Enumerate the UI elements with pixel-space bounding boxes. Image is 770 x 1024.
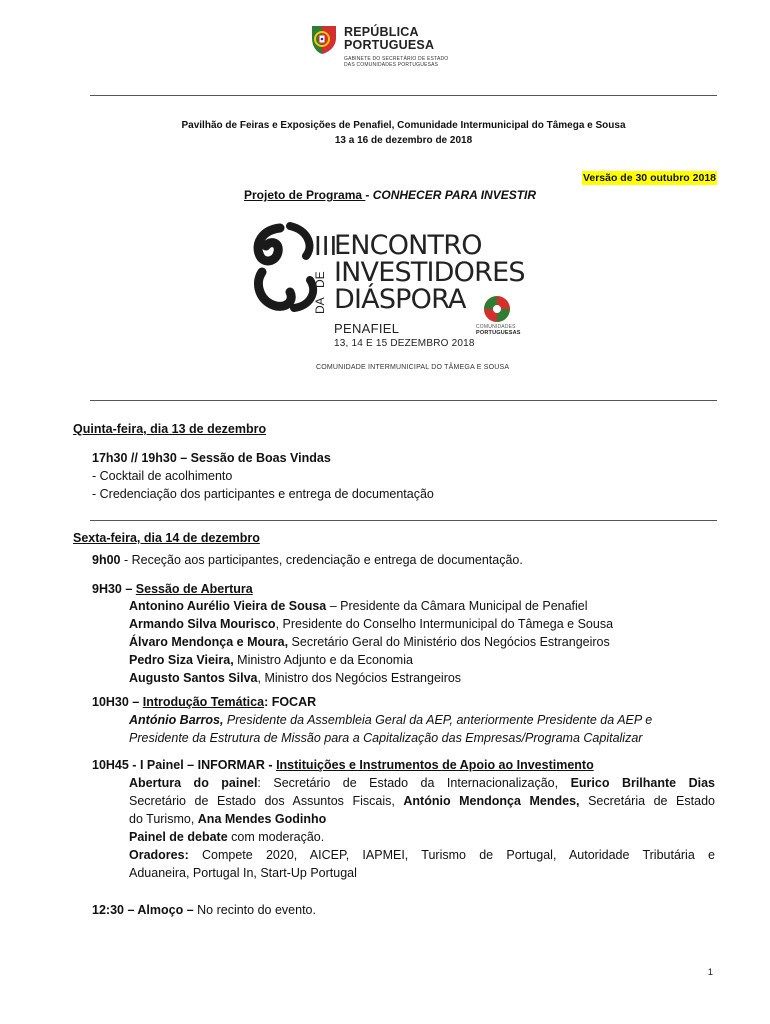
opening-time: 9H30 – (92, 582, 136, 596)
gov-title: REPÚBLICA PORTUGUESA (344, 25, 435, 52)
badge-line-2: PORTUGUESAS (476, 330, 521, 336)
intro-speaker: António Barros, (129, 713, 224, 727)
event-logo (250, 222, 530, 382)
edition-numeral: III (314, 230, 338, 261)
intro-topic: : FOCAR (264, 695, 317, 709)
intro-time: 10H30 – (92, 695, 143, 709)
panel-title: Instituições e Instrumentos de Apoio ao Investimento (276, 758, 594, 772)
page-number: 1 (707, 967, 713, 978)
day-divider (90, 520, 717, 521)
intro-role-1: Presidente da Assembleia Geral da AEP, anteriormente Presidente da AEP e (223, 713, 653, 727)
reception-text: - Receção aos participantes, credenciação e entrega de documentação. (120, 553, 523, 567)
reception-time: 9h00 (92, 553, 121, 567)
debate-text: com moderação. (227, 830, 325, 844)
lunch-time: 12:30 – Almoço – (92, 903, 198, 917)
logo-line-diaspora: DIÁSPORA (334, 284, 466, 315)
version-label: Versão de 30 outubro 2018 (582, 172, 716, 184)
logo-side-da: DA (313, 297, 327, 314)
logo-city: PENAFIEL (334, 321, 400, 336)
speaker-role: – Presidente da Câmara Municipal de Penafiel (326, 599, 588, 613)
header-divider (90, 95, 717, 96)
venue-line-1: Pavilhão de Feiras e Exposições de Penafiel, Comunidade Intermunicipal do Tâmega e Sousa (181, 120, 626, 131)
opening-speaker (129, 634, 610, 650)
badge-line-1: COMUNIDADES (476, 324, 516, 330)
reception-line (92, 552, 523, 568)
speaker-name: Armando Silva Mourisco (129, 617, 276, 631)
opening-speaker (129, 652, 413, 668)
panel-opening-line-2 (129, 793, 715, 809)
speaker-role: Ministro Adjunto e da Economia (233, 653, 413, 667)
gov-subtitle: GABINETE DO SECRETÁRIO DE ESTADO DAS COMUNIDADES PORTUGUESAS (344, 56, 449, 68)
intro-speaker-line (129, 712, 652, 728)
panel-debate-line (129, 829, 324, 845)
speaker-name: Pedro Siza Vieira, (129, 653, 234, 667)
republica-portuguesa-logo (308, 24, 458, 76)
panel-speakers-line-1 (129, 847, 715, 863)
comunidades-portuguesas-badge (476, 294, 522, 334)
venue-dates: 13 a 16 de dezembro de 2018 (334, 135, 473, 146)
panel-line (92, 757, 594, 773)
speaker-role: , Ministro dos Negócios Estrangeiros (257, 671, 462, 685)
opening-speaker (129, 616, 613, 632)
speakers-line-1: Compete 2020, AICEP, IAPMEI, Turismo de Portugal, Autoridade Tributária e (188, 848, 715, 862)
project-separator: - (365, 188, 370, 202)
day1-session: 17h30 // 19h30 – Sessão de Boas Vindas (92, 451, 331, 465)
panel-opening-label: Abertura do painel (129, 776, 258, 790)
logo-divider (90, 400, 717, 401)
debate-label: Painel de debate (129, 830, 228, 844)
speakers-label: Oradores: (129, 848, 189, 862)
panel-speakers-line-2: Aduaneira, Portugal In, Start-Up Portugal (129, 866, 357, 880)
speaker-name: Antonino Aurélio Vieira de Sousa (129, 599, 327, 613)
project-title (244, 188, 536, 203)
lunch-line (92, 902, 316, 918)
comunidades-portuguesas-icon (482, 294, 512, 324)
panel-line2-name: António Mendonça Mendes, (403, 794, 580, 808)
intro-role-2: Presidente da Estrutura de Missão para a Capitalização das Empresas/Programa Capitalizar (129, 731, 643, 745)
opening-speaker (129, 598, 588, 614)
project-label: Projeto de Programa (244, 188, 366, 202)
logo-side-de: DE (313, 271, 327, 288)
speaker-name: Álvaro Mendonça e Moura, (129, 635, 289, 649)
lunch-text: No recinto do evento. (197, 903, 316, 917)
panel-opening-name: Eurico Brilhante Dias (570, 776, 715, 790)
panel-line3-name: Ana Mendes Godinho (197, 812, 327, 826)
panel-opening-line-3 (129, 811, 326, 827)
panel-opening-text: : Secretário de Estado da Internacionalização, (257, 776, 571, 790)
opening-speaker (129, 670, 461, 686)
panel-line2-tail: Secretária de Estado (579, 794, 715, 808)
portuguese-flag-emblem-icon (308, 24, 340, 58)
panel-line3-text: do Turismo, (129, 812, 198, 826)
panel-time: 10H45 - I Painel – INFORMAR - (92, 758, 277, 772)
intro-title: Introdução Temática (142, 695, 265, 709)
panel-line2-text: Secretário de Estado dos Assuntos Fiscais, (129, 794, 404, 808)
speaker-role: , Presidente do Conselho Intermunicipal do Tâmega e Sousa (275, 617, 614, 631)
speaker-name: Augusto Santos Silva (129, 671, 258, 685)
speaker-role: Secretário Geral do Ministério dos Negócios Estrangeiros (288, 635, 610, 649)
day1-heading: Quinta-feira, dia 13 de dezembro (73, 422, 267, 436)
day1-item: - Credenciação dos participantes e entrega de documentação (92, 487, 434, 501)
logo-dates: 13, 14 E 15 DEZEMBRO 2018 (334, 338, 475, 349)
day1-item: - Cocktail de acolhimento (92, 469, 233, 483)
logo-line-encontro: ENCONTRO (334, 230, 482, 261)
intro-line (92, 694, 316, 710)
opening-title: Sessão de Abertura (135, 582, 253, 596)
project-theme: CONHECER PARA INVESTIR (369, 188, 537, 202)
knot-emblem-icon (250, 222, 322, 314)
opening-session-line (92, 581, 253, 597)
day2-heading: Sexta-feira, dia 14 de dezembro (73, 531, 260, 545)
logo-cim: COMUNIDADE INTERMUNICIPAL DO TÂMEGA E SOUSA (316, 364, 510, 371)
logo-line-investidores: INVESTIDORES (334, 257, 525, 288)
panel-opening-line-1 (129, 775, 715, 791)
